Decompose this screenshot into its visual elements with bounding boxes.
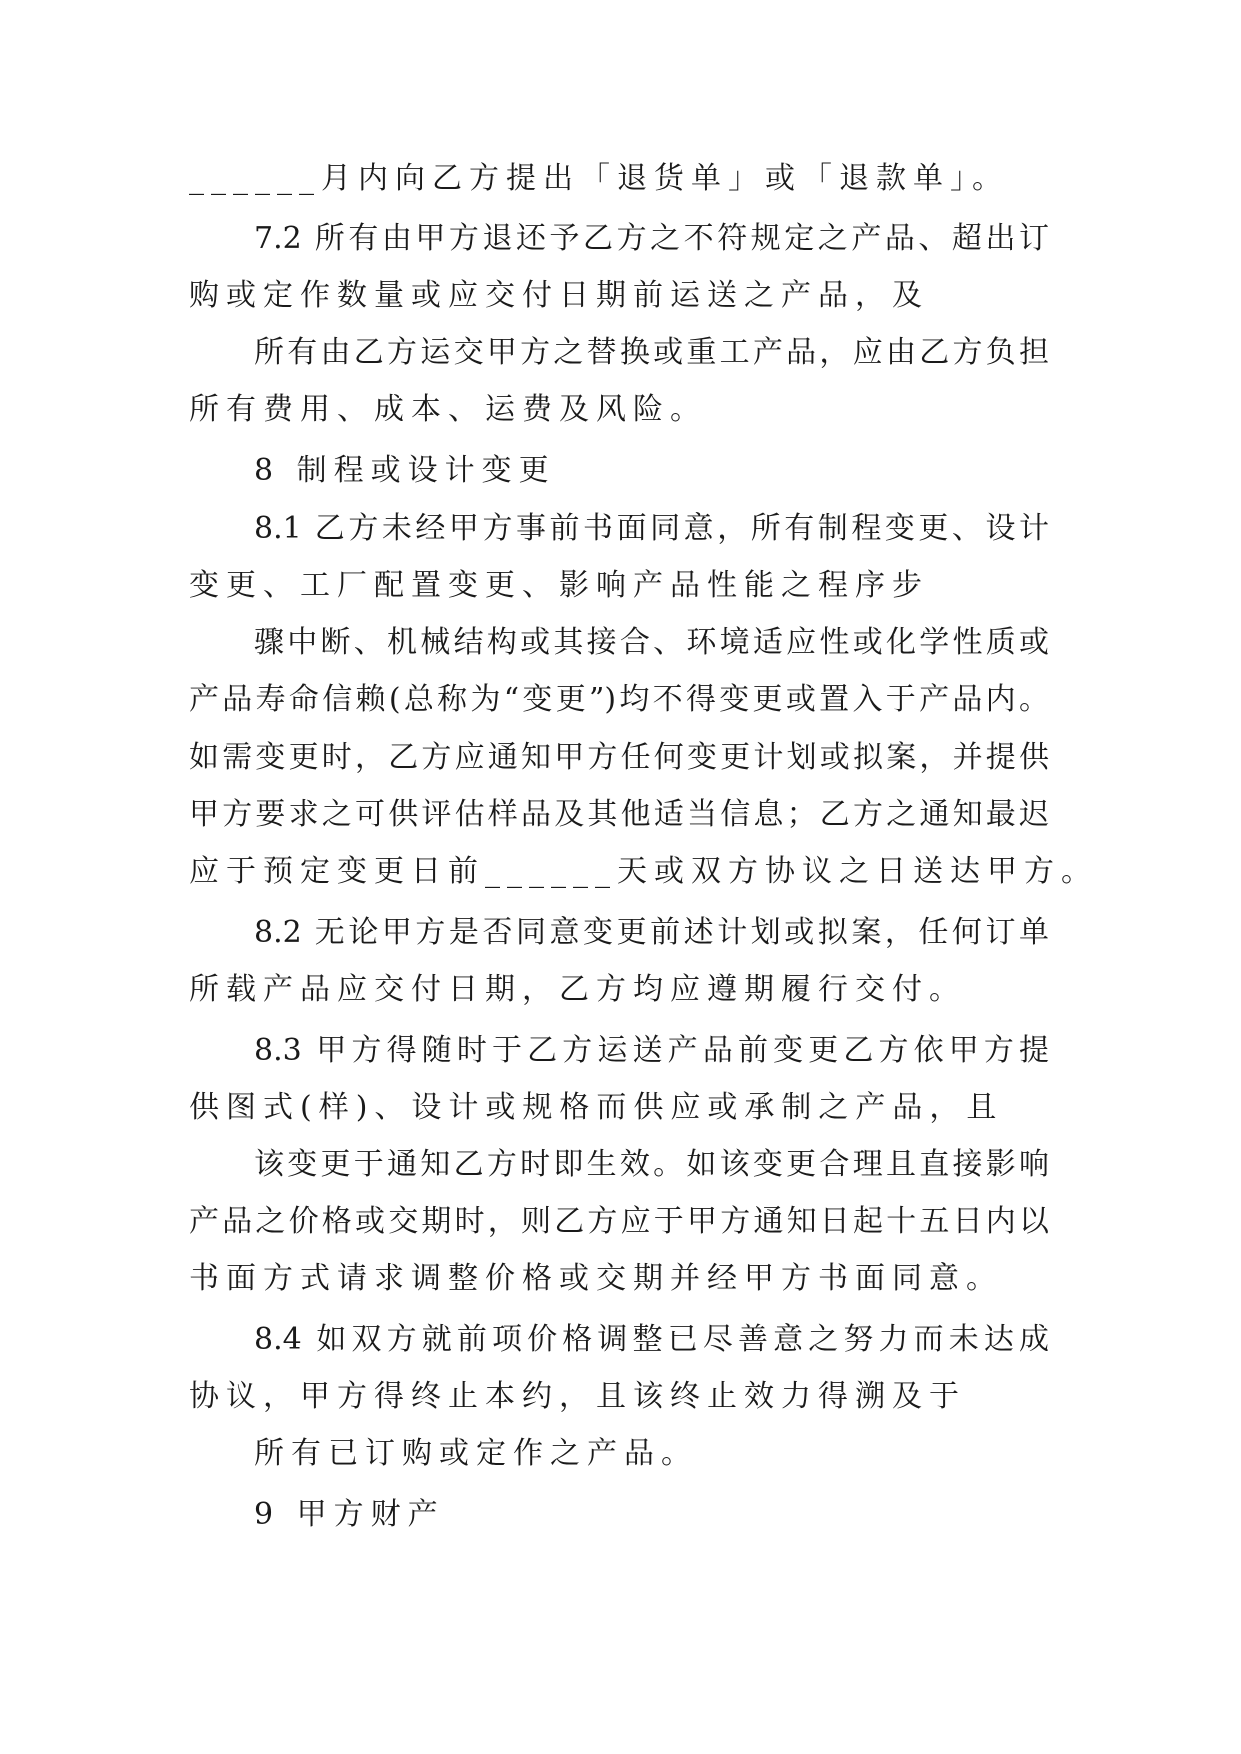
line-text: 8.2 无论甲方是否同意变更前述计划或拟案，任何订单 [254, 915, 1049, 950]
line-text: 8.4 如双方就前项价格调整已尽善意之努力而未达成 [254, 1322, 1049, 1357]
text-line [0, 561, 1241, 611]
line-text: 供图式(样)、设计或规格而供应或承制之产品，且 [189, 1090, 1004, 1125]
line-text: 骤中断、机械结构或其接合、环境适应性或化学性质或 [254, 625, 1049, 660]
line-text: 甲方要求之可供评估样品及其他适当信息；乙方之通知最迟 [189, 797, 1049, 832]
line-text: 如需变更时，乙方应通知甲方任何变更计划或拟案，并提供 [189, 740, 1049, 775]
text-line [0, 1254, 1241, 1304]
text-line [0, 1083, 1241, 1133]
text-line [0, 1372, 1241, 1422]
line-text: 所载产品应交付日期，乙方均应遵期履行交付。 [189, 972, 966, 1007]
text-line [0, 1026, 1241, 1076]
line-text: 应于预定变更日前______天或双方协议之日送达甲方。 [189, 854, 1098, 889]
line-text: 7.2 所有由甲方退还予乙方之不符规定之产品、超出订 [254, 221, 1049, 256]
text-line [0, 328, 1241, 378]
text-line [0, 618, 1241, 668]
line-text: 8.1 乙方未经甲方事前书面同意，所有制程变更、设计 [254, 511, 1049, 546]
text-line [0, 675, 1241, 725]
line-text: 所有已订购或定作之产品。 [254, 1436, 698, 1471]
section-heading [0, 446, 1241, 496]
line-text: 所有费用、成本、运费及风险。 [189, 392, 707, 427]
line-text: 所有由乙方运交甲方之替换或重工产品，应由乙方负担 [254, 335, 1049, 370]
section-heading [0, 1490, 1241, 1540]
line-text: 变更、工厂配置变更、影响产品性能之程序步 [189, 568, 929, 603]
text-line [0, 1315, 1241, 1365]
text-line [0, 154, 1241, 204]
line-text: 9 甲方财产 [254, 1497, 445, 1532]
text-line [0, 214, 1241, 264]
line-text: 8 制程或设计变更 [254, 453, 556, 488]
text-line [0, 847, 1241, 897]
text-line [0, 504, 1241, 554]
text-line [0, 1197, 1241, 1247]
text-line [0, 965, 1241, 1015]
line-text: 书面方式请求调整价格或交期并经甲方书面同意。 [189, 1261, 1003, 1296]
text-line [0, 1140, 1241, 1190]
line-text: ______月内向乙方提出「退货单」或「退款单」。 [189, 161, 1009, 196]
text-line [0, 1429, 1241, 1479]
text-line [0, 271, 1241, 321]
line-text: 协议，甲方得终止本约，且该终止效力得溯及于 [189, 1379, 966, 1414]
line-text: 8.3 甲方得随时于乙方运送产品前变更乙方依甲方提 [254, 1033, 1049, 1068]
text-line [0, 908, 1241, 958]
line-text: 该变更于通知乙方时即生效。如该变更合理且直接影响 [254, 1147, 1049, 1182]
text-line [0, 385, 1241, 435]
line-text: 产品寿命信赖(总称为“变更”)均不得变更或置入于产品内。 [189, 682, 1049, 717]
line-text: 产品之价格或交期时，则乙方应于甲方通知日起十五日内以 [189, 1204, 1049, 1239]
text-line [0, 790, 1241, 840]
text-line [0, 733, 1241, 783]
line-text: 购或定作数量或应交付日期前运送之产品，及 [189, 278, 929, 313]
